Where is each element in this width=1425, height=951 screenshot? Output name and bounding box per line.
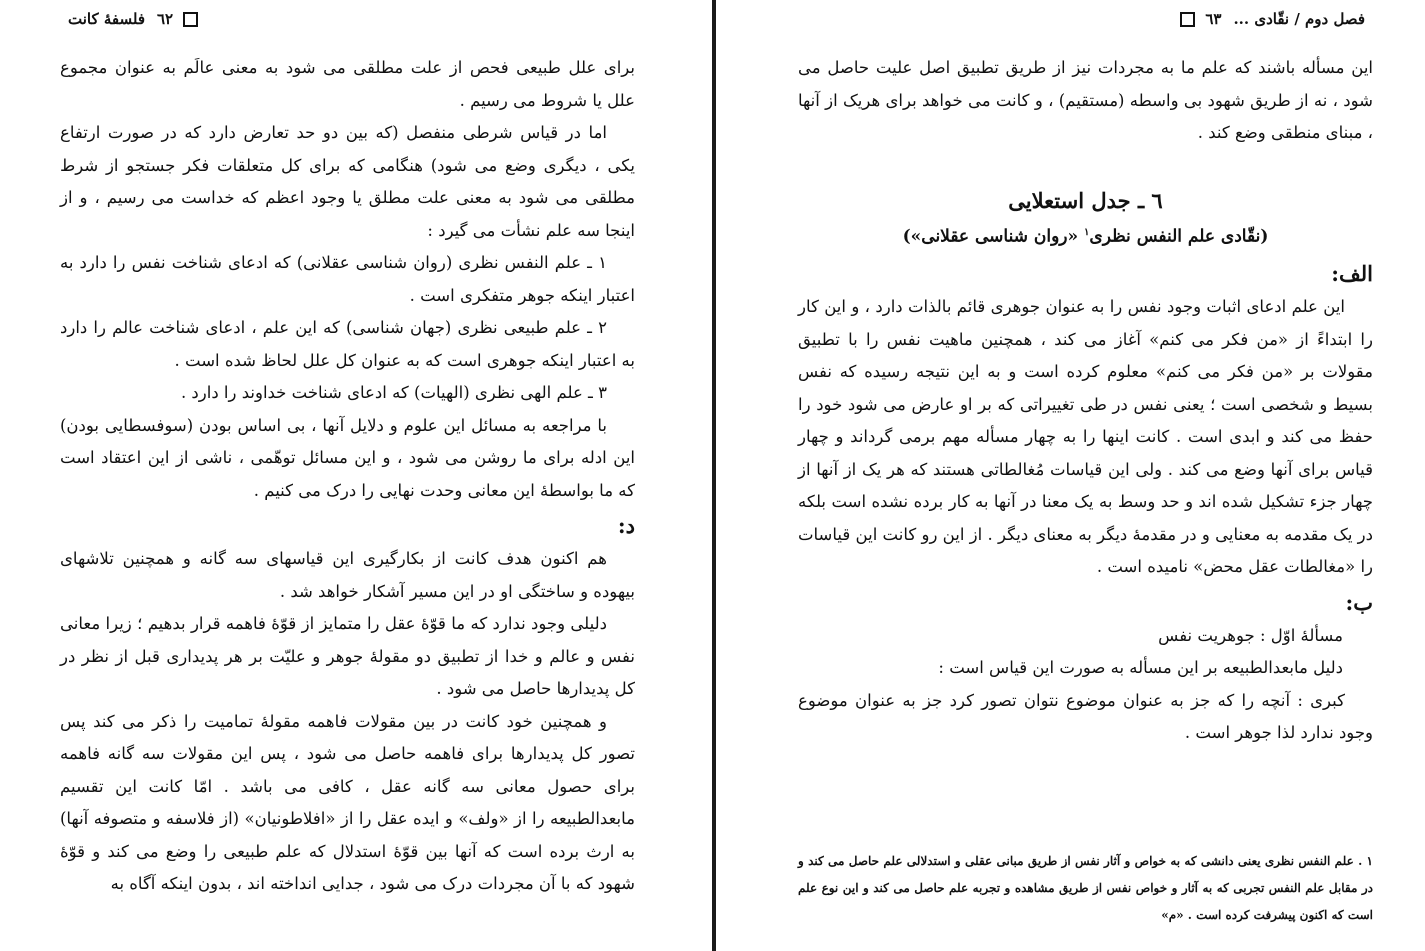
page-gutter: [712, 0, 716, 951]
subheading-tail: «روان شناسی عقلانی»): [902, 226, 1079, 247]
left-paragraph: ۱ ـ علم النفس نظری (روان شناسی عقلانی) که ادعای شناخت نفس را دارد به اعتبار اینکه جوهر متفکری است .: [60, 253, 635, 305]
subheading-text: (نقّادی علم النفس نظری: [1089, 226, 1269, 247]
left-paragraph: برای علل طبیعی فحص از علت مطلقی می شود به معنی عالَم به عنوان مجموع علل یا شروط می رسیم .: [60, 58, 635, 110]
right-page: [720, 0, 1425, 951]
right-paragraph: این علم ادعای اثبات وجود نفس را به عنوان جوهری قائم بالذات دارد ، و این کار را ابتداءً از «من فکر می کنم» آغاز می کند ، همچنین ماهیت نفس را با تطبیق مقولات بر «من فکر می کنم» معلوم کرده است و به این نتیجه رسیده که نفس بسیط و شخصی است ؛ یعنی نفس در طی تغییراتی که بر او عارض می شود خود را حفظ می کند و ابدی است . کانت اینها را به چهار مسأله مهم برمی گرداند و چهار قیاس برای آنها وضع می کند . ولی این قیاسات مُغالطاتی هستند که هر یک از آنها از چهار جزء تشکیل شده اند و حد وسط به یک معنا در آنها به کار برده نشده است بلکه در یک مقدمه به معنایی و در مقدمهٔ دیگر به معنای دیگر . از این رو کانت این قیاسات را «مغالطات عقل محض» نامیده است .: [798, 297, 1373, 577]
footnote: ۱ . علم النفس نظری یعنی دانشی که به خواص و آثار نفس از طریق مبانی عقلی و استدلالی علم حاصل می کند و در مقابل علم النفس تجربی که به آثار و خواص نفس از طریق مشاهده و تجربه علم حاصل می کند و این نوع علم است که اکنون پیشرفت کرده است . «م»: [798, 854, 1374, 922]
left-page: [0, 0, 705, 951]
right-paragraph: کبری : آنچه را که جز به عنوان موضوع نتوان تصور کرد جز به عنوان موضوع وجود ندارد لذا جوهر است .: [798, 690, 1373, 743]
left-paragraph: و همچنین خود کانت در بین مقولات فاهمه مقولهٔ تمامیت را ذکر می کند پس تصور کل پدیدارها برای فاهمه حاصل می شود ، پس این مقولات سه گانه فاهمه برای حصول معانی سه گانه عقل ، کافی می باشد . امّا کانت این تقسیم مابعدالطبیعه را از «ولف» و ایده عقل را از «افلاطونیان» (از فلاسفه و متصوفه آنها) به ارث برده است که آنها بین قوّهٔ استدلال که علم طبیعی را وضع می کند و قوّهٔ شهود که با آن مجردات درک می شود ، جدایی انداخته اند ، بدون اینکه آگاه به: [60, 711, 635, 893]
footnote-ref: ۱: [1084, 226, 1090, 238]
section-subheading: [798, 220, 1373, 250]
section-heading: ٦ ـ جدل استعلایی: [1008, 187, 1163, 213]
left-running-head: [60, 6, 635, 32]
left-paragraph: ۲ ـ علم طبیعی نظری (جهان شناسی) که این علم ، ادعای شناخت عالم را دارد به اعتبار اینکه جوهری است که به عنوان کل علل لحاظ شده است .: [60, 318, 635, 370]
right-line: مسألهٔ اوّل : جوهریت نفس: [1158, 625, 1343, 645]
section-alef-label: الف:: [1331, 261, 1373, 287]
left-paragraph: ۳ ـ علم الهی نظری (الهیات) که ادعای شناخت خداوند را دارد .: [180, 383, 607, 402]
right-running-head: [798, 6, 1373, 32]
right-line: دلیل مابعدالطبیعه بر این مسأله به صورت این قیاس است :: [938, 658, 1343, 678]
left-page-number: ٦٢: [157, 10, 174, 28]
left-paragraph: با مراجعه به مسائل این علوم و دلایل آنها ، بی اساس بودن (سوفسطایی بودن) این ادله برای ما روشن می شود ، و این مسائل توهّمی ، ناشی از این اعتقاد است که ما بواسطهٔ این معانی وحدت نهایی را درک می کنیم .: [60, 415, 635, 500]
section-be-label: ب:: [1345, 589, 1373, 615]
left-paragraph: اما در قیاس شرطی منفصل (که بین دو حد تعارض دارد که در صورت ارتفاع یکی ، دیگری وضع می شود) هنگامی که برای کل متعلقات فکر جستجو از شرط مطلقی می شود به معنی علت مطلق یا وجود اعظم که خداست می رسیم ، و از اینجا سه علم نشأت می گیرد :: [60, 123, 635, 240]
left-paragraph: هم اکنون هدف کانت از بکارگیری این قیاسهای سه گانه و همچنین تلاشهای بیهوده و ساختگی او در این مسیر آشکار خواهد شد .: [60, 549, 635, 601]
left-running-title: فلسفهٔ کانت: [68, 10, 145, 28]
right-running-title: فصل دوم / نقّادی ...: [1233, 10, 1365, 28]
right-intro-paragraph: این مسأله باشند که علم ما به مجردات نیز از طریق تطبیق اصل علیت حاصل می شود ، نه از طریق شهود بی واسطه (مستقیم) ، و کانت می خواهد برای هریک از آنها ، مبنای منطقی وضع کند .: [798, 58, 1373, 142]
square-icon: [183, 12, 198, 27]
square-icon: [1180, 12, 1195, 27]
right-page-number: ٦٣: [1205, 10, 1222, 28]
left-paragraph: دلیلی وجود ندارد که ما قوّهٔ عقل را متمایز از قوّهٔ فاهمه قرار بدهیم ؛ زیرا معانی نفس و عالم و خدا از تطبیق دو مقولهٔ جوهر و علیّت بر هر پدیداری قبل از نظر در کل پدیدارها حاصل می شود .: [60, 614, 635, 698]
section-d-label: د:: [617, 513, 635, 538]
